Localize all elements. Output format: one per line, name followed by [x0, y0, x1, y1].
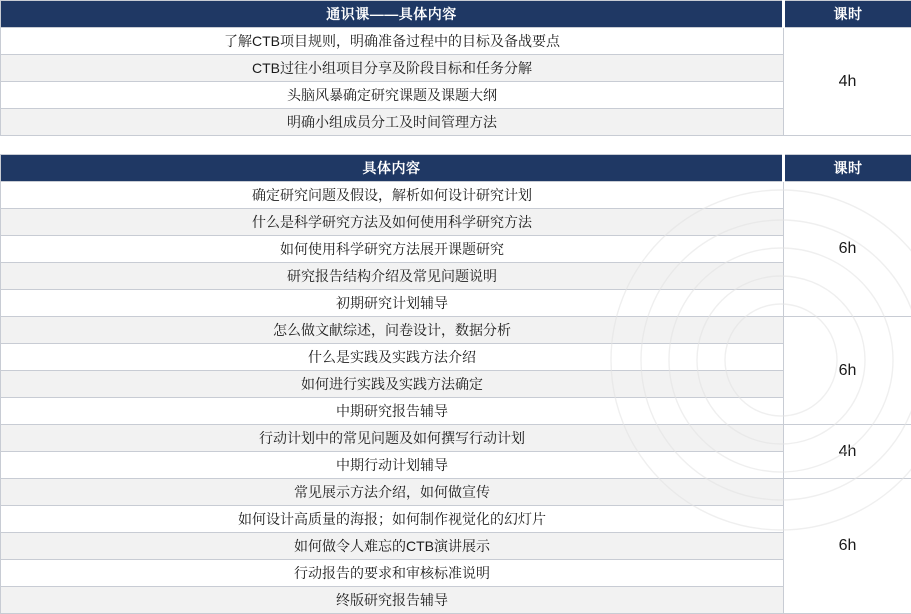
table-row	[1, 317, 911, 344]
header-hours: 课时	[784, 155, 911, 182]
course-content: 中期行动计划辅导	[1, 452, 784, 479]
table-row	[1, 263, 911, 290]
header-content: 具体内容	[1, 155, 784, 182]
table-header-row	[1, 155, 911, 182]
table-row	[1, 479, 911, 506]
course-hours: 4h	[784, 28, 911, 136]
course-content: 研究报告结构介绍及常见问题说明	[1, 263, 784, 290]
course-content: 如何使用科学研究方法展开课题研究	[1, 236, 784, 263]
table-row	[1, 506, 911, 533]
table-row	[1, 55, 911, 82]
course-content: 什么是实践及实践方法介绍	[1, 344, 784, 371]
course-hours: 6h	[784, 479, 911, 614]
course-hours: 6h	[784, 317, 911, 425]
course-content: 头脑风暴确定研究课题及课题大纲	[1, 82, 784, 109]
course-hours: 4h	[784, 425, 911, 479]
table-row	[1, 371, 911, 398]
table-gap	[0, 136, 911, 154]
course-content: 初期研究计划辅导	[1, 290, 784, 317]
table-row	[1, 560, 911, 587]
table-row	[1, 82, 911, 109]
table-row	[1, 28, 911, 55]
course-content: 了解CTB项目规则，明确准备过程中的目标及备战要点	[1, 28, 784, 55]
header-hours: 课时	[784, 1, 911, 28]
course-content: 中期研究报告辅导	[1, 398, 784, 425]
course-content: 明确小组成员分工及时间管理方法	[1, 109, 784, 136]
table-row	[1, 209, 911, 236]
table-row	[1, 236, 911, 263]
general-course-table	[0, 0, 911, 136]
course-content: 确定研究问题及假设，解析如何设计研究计划	[1, 182, 784, 209]
table-row	[1, 109, 911, 136]
table-row	[1, 398, 911, 425]
course-content: 什么是科学研究方法及如何使用科学研究方法	[1, 209, 784, 236]
course-content: 终版研究报告辅导	[1, 587, 784, 614]
table-row	[1, 182, 911, 209]
course-content: 如何设计高质量的海报；如何制作视觉化的幻灯片	[1, 506, 784, 533]
detail-course-table	[0, 154, 911, 614]
course-content: 怎么做文献综述，问卷设计，数据分析	[1, 317, 784, 344]
table-row	[1, 290, 911, 317]
course-content: 行动计划中的常见问题及如何撰写行动计划	[1, 425, 784, 452]
table-row	[1, 452, 911, 479]
table-row	[1, 425, 911, 452]
course-content: 常见展示方法介绍，如何做宣传	[1, 479, 784, 506]
course-content: CTB过往小组项目分享及阶段目标和任务分解	[1, 55, 784, 82]
course-content: 行动报告的要求和审核标准说明	[1, 560, 784, 587]
header-content: 通识课——具体内容	[1, 1, 784, 28]
table-row	[1, 344, 911, 371]
course-hours: 6h	[784, 182, 911, 317]
table-row	[1, 533, 911, 560]
table-header-row	[1, 1, 911, 28]
course-content: 如何做令人难忘的CTB演讲展示	[1, 533, 784, 560]
course-content: 如何进行实践及实践方法确定	[1, 371, 784, 398]
table-row	[1, 587, 911, 614]
